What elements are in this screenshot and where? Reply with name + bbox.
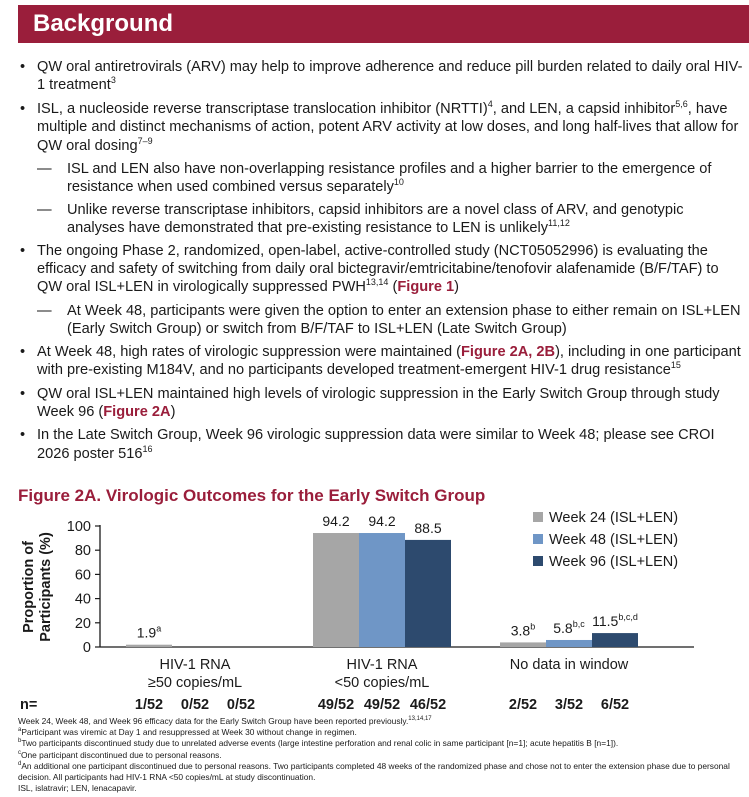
n-row-label: n=: [20, 697, 38, 713]
bar: [405, 540, 451, 647]
bar-value-label: [368, 513, 395, 529]
section-header: [18, 5, 749, 43]
bar-value-number: 3.8: [510, 622, 531, 639]
n-value: 49/52: [363, 697, 401, 713]
bar-value-number: 5.8: [553, 619, 573, 636]
category-label: No data in window: [509, 657, 629, 673]
bullet-item: [18, 100, 743, 155]
bullet-item: [18, 58, 743, 95]
text-run: ): [170, 403, 176, 420]
superscript-ref: 4: [487, 98, 493, 109]
sub-bullet-item: [18, 201, 743, 238]
superscript-ref: 5,6: [675, 98, 688, 109]
bar-value-footnote: b: [530, 621, 536, 632]
figure-reference: Figure 1: [397, 279, 455, 296]
n-value: 6/52: [600, 697, 630, 713]
bar: [500, 642, 546, 647]
y-tick-label: 60: [74, 567, 91, 584]
bar: [313, 533, 359, 647]
footnote-line: [18, 750, 740, 761]
text-run: , and LEN, a capsid inhibitor: [492, 100, 676, 117]
n-value: 49/52: [317, 697, 355, 713]
superscript-ref: 7–9: [137, 135, 153, 146]
n-value: 2/52: [508, 697, 538, 713]
superscript-ref: 15: [670, 360, 681, 371]
text-run: At Week 48, participants were given the option to enter an extension phase to either remain on ISL+LEN (Early Switch Group) or switch from B/F/TAF to ISL+LEN (Late Switch Group): [67, 302, 741, 338]
footnote-line: [18, 727, 740, 738]
superscript-ref: c: [18, 749, 21, 756]
category-label: ≥50 copies/mL: [147, 675, 243, 691]
text-run: Participant was viremic at Day 1 and resuppressed at Week 30 without change in regimen.: [21, 727, 357, 738]
y-tick-label: 20: [74, 615, 91, 632]
bullet-item: [18, 426, 743, 463]
bar-value-number: 88.5: [414, 519, 442, 536]
footnote-line: [18, 761, 740, 783]
superscript-ref: 10: [393, 177, 404, 188]
bar-value-label: [592, 612, 638, 629]
bar-value-number: 1.9: [136, 624, 157, 641]
text-run: ISL, a nucleoside reverse transcriptase translocation inhibitor (NRTTI): [37, 100, 488, 117]
text-run: (: [388, 279, 398, 296]
bullet-item: [18, 343, 743, 380]
bar-value-label: [322, 513, 349, 529]
bar-value-label: [511, 621, 535, 638]
bar: [546, 640, 592, 647]
category-label: <50 copies/mL: [334, 675, 430, 691]
y-tick-label: 80: [74, 543, 91, 560]
superscript-ref: b: [18, 738, 22, 745]
superscript-ref: 3: [110, 75, 116, 86]
category-label: HIV-1 RNA: [346, 657, 418, 673]
footnote-line: [18, 716, 740, 727]
bullet-item: [18, 242, 743, 297]
n-value: 0/52: [180, 697, 210, 713]
legend-label: Week 48 (ISL+LEN): [549, 532, 679, 548]
n-value: 1/52: [134, 697, 164, 713]
text-run: ISL, islatravir; LEN, lenacapavir.: [18, 783, 137, 794]
n-value: 0/52: [226, 697, 256, 713]
bar: [359, 533, 405, 647]
superscript-ref: 16: [142, 443, 153, 454]
y-axis-label-line: Proportion of: [21, 541, 37, 633]
y-tick-label: 40: [74, 591, 91, 608]
legend-swatch: [533, 534, 543, 544]
figure-reference: Figure 2A: [103, 403, 171, 420]
text-run: The ongoing Phase 2, randomized, open-label, active-controlled study (NCT05052996) is evaluating the efficacy and safety of switching from daily oral bictegravir/emtricitabine/tenofovir alafenamide (B/F/TAF) to QW oral ISL+LEN in virologically suppressed PWH: [37, 242, 719, 296]
n-value: 46/52: [409, 697, 447, 713]
text-run: Unlike reverse transcriptase inhibitors, capsid inhibitors are a novel class of ARV, and genotypic analyses have demonstrated that pre-existing resistance to LEN is unlikely: [67, 201, 684, 237]
footnotes: [18, 716, 740, 794]
bar-value-label: [553, 619, 585, 636]
text-run: Two participants discontinued study due to unrelated adverse events (large intestine perforation and renal colic in same participant [n=1]; acute hepatitis B [n=1]).: [21, 738, 619, 749]
top-divider: [0, 0, 749, 3]
figure-title: Figure 2A. Virologic Outcomes for the Early Switch Group: [18, 486, 486, 505]
superscript-ref: a: [18, 727, 22, 734]
text-run: , have multiple and distinct mechanisms of action, potent ARV activity at low doses, and long half-lives that allow for QW oral dosing: [37, 100, 739, 154]
bar: [126, 645, 172, 647]
bar-value-footnote: b,c,d: [618, 612, 638, 623]
bar-value-label: [414, 520, 441, 536]
bar-value-number: 11.5: [592, 613, 619, 630]
bar-value-footnote: a: [156, 623, 162, 634]
text-run: Week 24, Week 48, and Week 96 efficacy data for the Early Switch Group have been reported previously.: [18, 716, 409, 726]
virologic-outcomes-chart: [0, 505, 749, 715]
bar-value-number: 94.2: [368, 513, 396, 530]
text-run: QW oral antiretrovirals (ARV) may help to improve adherence and reduce pill burden related to daily oral HIV-1 treatment: [37, 59, 743, 94]
section-title: Background: [33, 10, 174, 37]
bar-value-number: 94.2: [322, 513, 350, 530]
bullet-item: [18, 385, 743, 422]
bar-value-label: [137, 624, 161, 641]
footnote-line: [18, 738, 740, 749]
bar-value-footnote: b,c: [572, 618, 585, 629]
n-value: 3/52: [554, 697, 584, 713]
superscript-ref: 13,14: [365, 277, 389, 288]
text-run: An additional one participant discontinued due to personal reasons. Two participants completed 48 weeks of the randomized phase and chose not to enter the extension phase due to personal decision. All participants had HIV-1 RNA <50 copies/mL at study discontinuation.: [18, 760, 730, 783]
superscript-ref: 13,14,17: [408, 716, 432, 723]
text-run: ): [454, 279, 459, 296]
legend-label: Week 96 (ISL+LEN): [549, 554, 679, 570]
y-axis-label-line: Participants (%): [38, 532, 54, 642]
legend-swatch: [533, 556, 543, 566]
sub-bullet-item: [18, 302, 743, 339]
y-axis-label: [21, 532, 54, 642]
category-label: HIV-1 RNA: [159, 657, 231, 673]
text-run: ), including in one participant with pre-existing M184V, and no participants developed treatment-emergent HIV-1 drug resistance: [37, 343, 741, 379]
text-run: In the Late Switch Group, Week 96 virologic suppression data were similar to Week 48; please see CROI 2026 poster 516: [37, 427, 715, 462]
superscript-ref: d: [18, 761, 22, 768]
y-tick-label: 100: [66, 519, 91, 535]
legend-label: Week 24 (ISL+LEN): [549, 510, 679, 526]
background-bullet-list: [18, 58, 743, 468]
text-run: One participant discontinued due to personal reasons.: [21, 749, 222, 760]
figure-reference: Figure 2A, 2B: [460, 343, 556, 360]
footnote-line: [18, 783, 740, 794]
sub-bullet-item: [18, 160, 743, 197]
text-run: QW oral ISL+LEN maintained high levels of virologic suppression in the Early Switch Group through study Week 96 (: [37, 385, 720, 420]
text-run: At Week 48, high rates of virologic suppression were maintained (: [37, 343, 461, 360]
text-run: ISL and LEN also have non-overlapping resistance profiles and a higher barrier to the emergence of resistance when used combined versus separately: [67, 161, 712, 196]
superscript-ref: 11,12: [548, 218, 570, 229]
legend-swatch: [533, 512, 543, 522]
y-tick-label: 0: [82, 640, 91, 656]
bar: [592, 633, 638, 647]
